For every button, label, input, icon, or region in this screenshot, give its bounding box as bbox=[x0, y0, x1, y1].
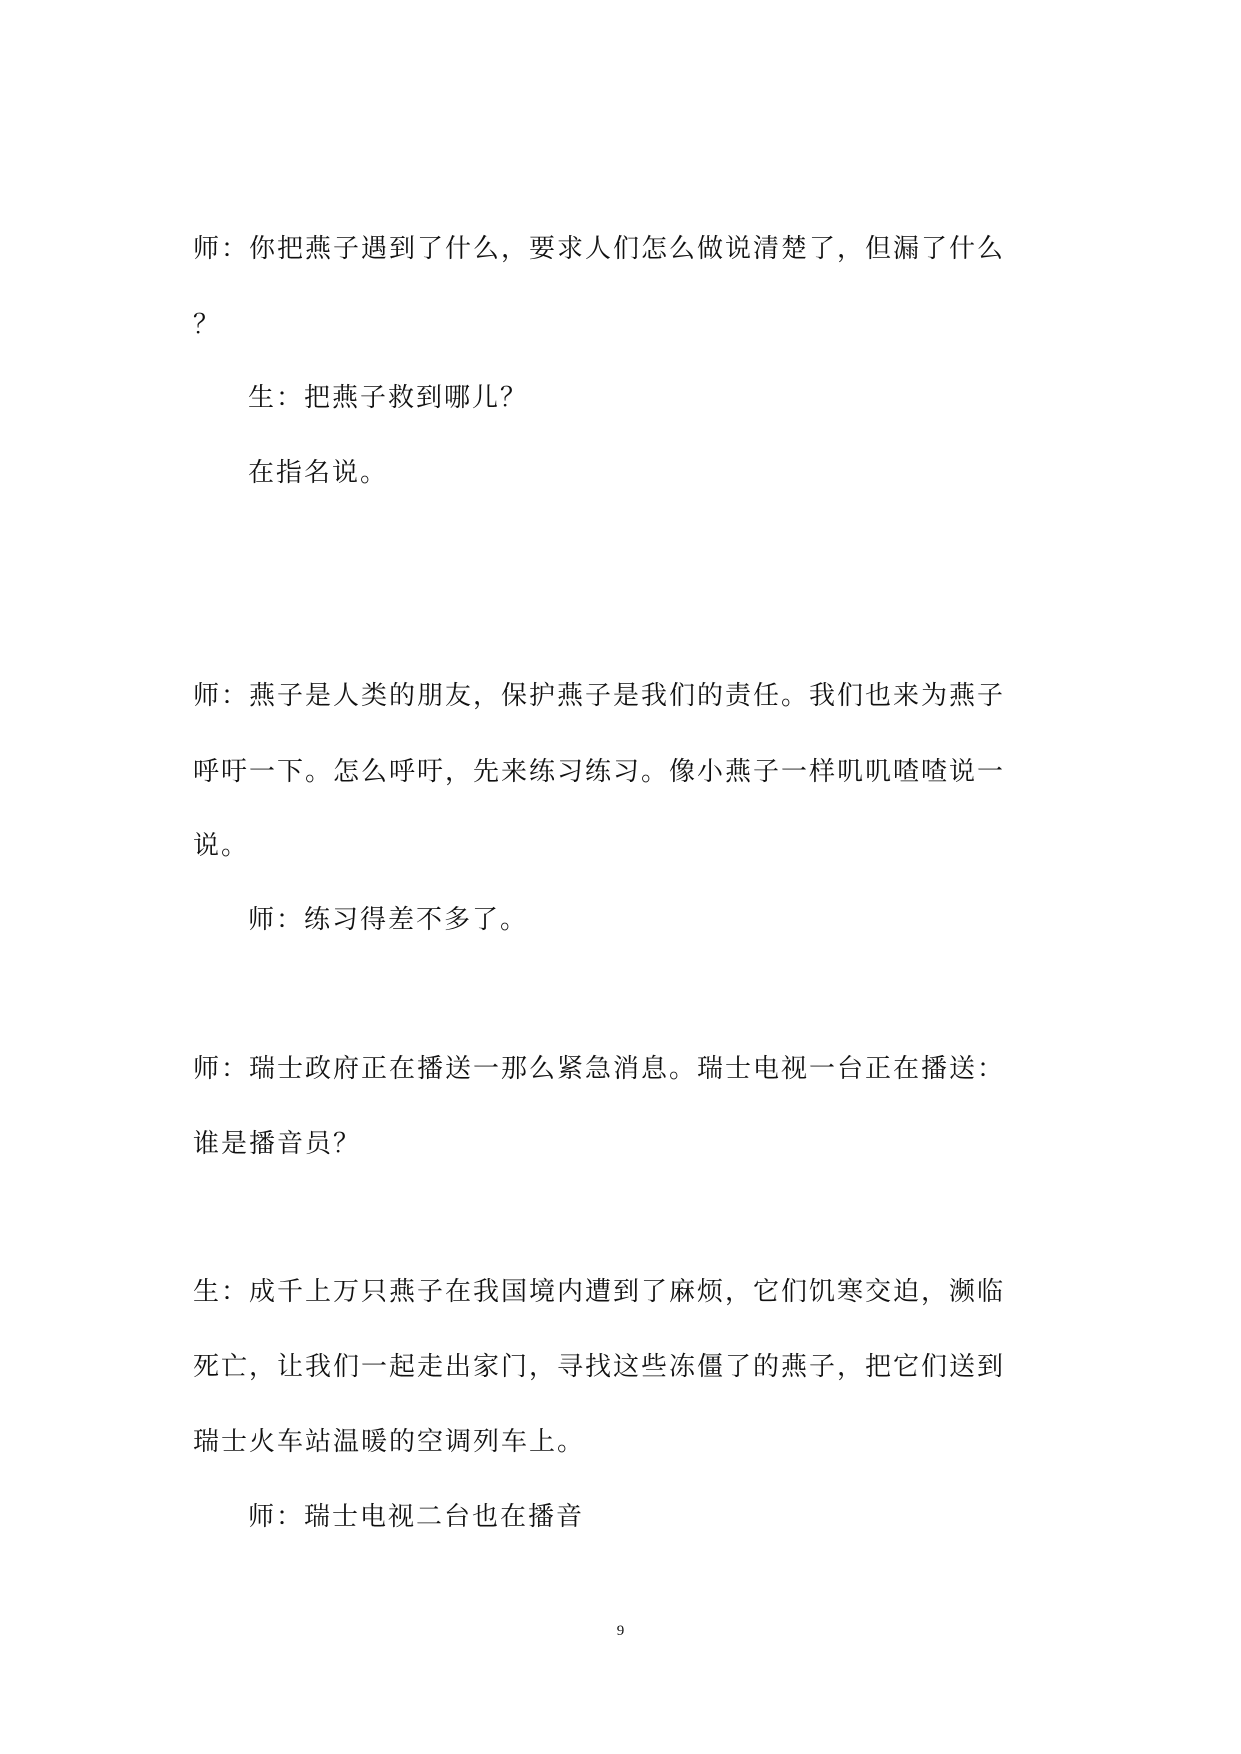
text-line: 师：燕子是人类的朋友，保护燕子是我们的责任。我们也来为燕子 bbox=[193, 681, 1006, 711]
text-line: 谁是播音员？ bbox=[193, 1129, 362, 1159]
text-line: 师：练习得差不多了。 bbox=[248, 905, 529, 935]
text-line: 生：成千上万只燕子在我国境内遭到了麻烦，它们饥寒交迫，濒临 bbox=[193, 1277, 1006, 1307]
page-number: 9 bbox=[616, 1623, 625, 1639]
text-line: 死亡，让我们一起走出家门，寻找这些冻僵了的燕子，把它们送到 bbox=[193, 1352, 1006, 1382]
text-line: 在指名说。 bbox=[248, 458, 389, 488]
text-line: 生：把燕子救到哪儿？ bbox=[248, 383, 529, 413]
text-line: 说。 bbox=[193, 831, 250, 861]
text-line: 呼吁一下。怎么呼吁，先来练习练习。像小燕子一样叽叽喳喳说一 bbox=[193, 757, 1006, 787]
text-line: ？ bbox=[193, 310, 222, 340]
text-line: 师：瑞士电视二台也在播音 bbox=[248, 1502, 585, 1532]
text-line: 师：你把燕子遇到了什么，要求人们怎么做说清楚了，但漏了什么 bbox=[193, 234, 1006, 264]
text-line: 瑞士火车站温暖的空调列车上。 bbox=[193, 1427, 586, 1457]
text-line: 师：瑞士政府正在播送一那么紧急消息。瑞士电视一台正在播送： bbox=[193, 1054, 1006, 1084]
